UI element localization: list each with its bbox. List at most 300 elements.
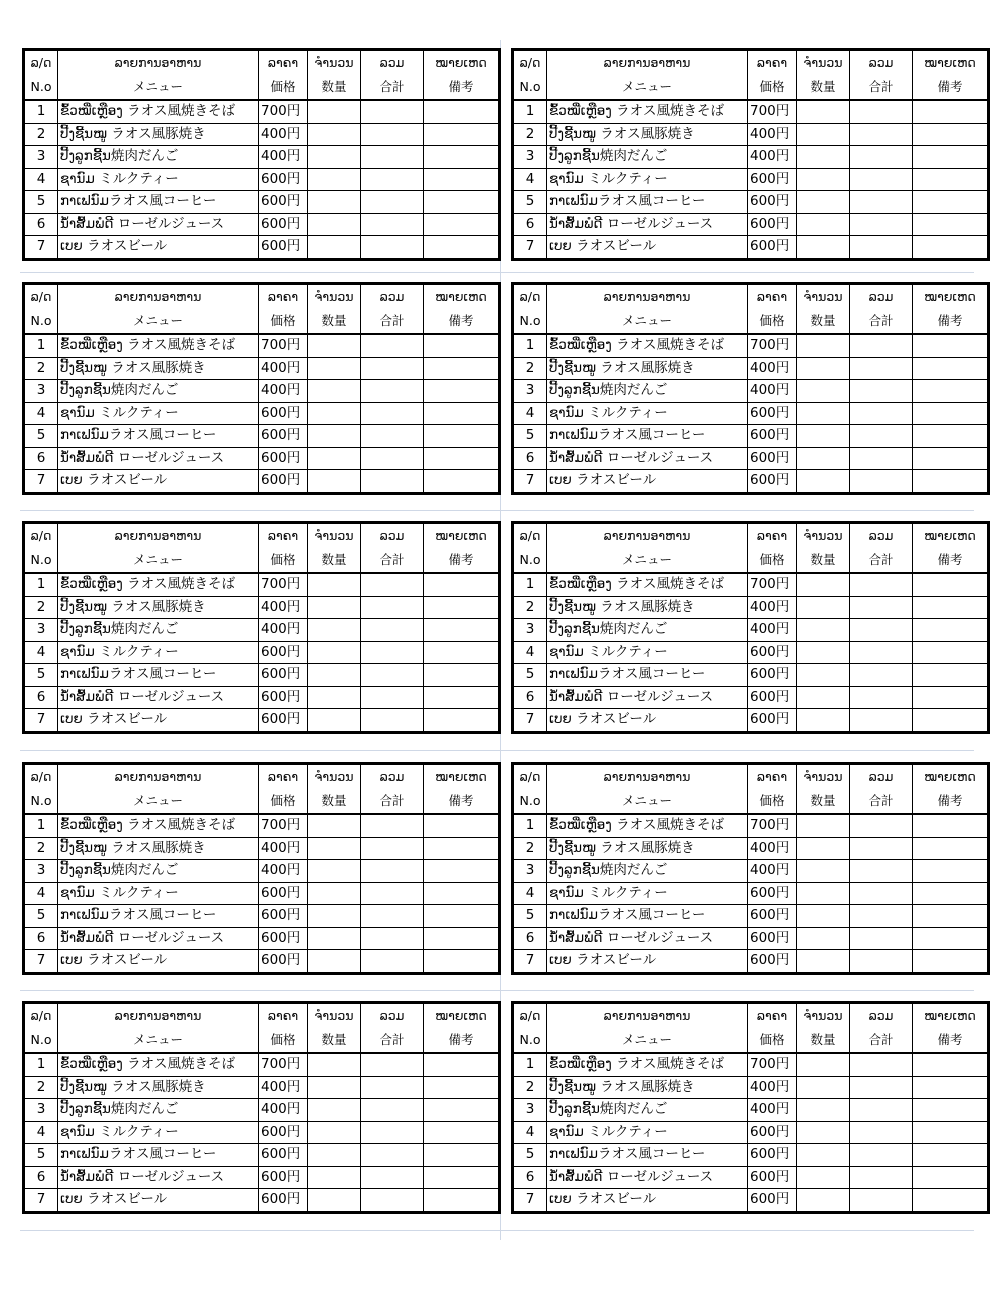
item-number: 5	[24, 664, 58, 687]
header-price-lao: ລາຄາ	[748, 764, 797, 790]
quantity-cell[interactable]	[308, 1099, 361, 1122]
note-cell[interactable]	[424, 168, 500, 191]
header-price-lao: ລາຄາ	[259, 523, 308, 549]
total-cell[interactable]	[361, 950, 424, 974]
total-cell[interactable]	[361, 619, 424, 642]
total-cell[interactable]	[361, 641, 424, 664]
note-cell[interactable]	[424, 380, 500, 403]
header-row-lao	[513, 50, 989, 76]
quantity-cell[interactable]	[308, 1076, 361, 1099]
item-number: 3	[24, 146, 58, 169]
note-cell[interactable]	[424, 1053, 500, 1076]
note-cell[interactable]	[913, 357, 989, 380]
quantity-cell[interactable]	[797, 664, 850, 687]
item-name: ກາເຟນົມラオス風コーヒー	[547, 191, 748, 214]
note-cell[interactable]	[913, 146, 989, 169]
header-total-lao: ລວມ	[850, 1003, 913, 1029]
quantity-cell[interactable]	[797, 1166, 850, 1189]
quantity-cell[interactable]	[797, 380, 850, 403]
item-price: 700円	[748, 814, 797, 837]
total-cell[interactable]	[361, 213, 424, 236]
header-qty-lao: ຈຳນວນ	[797, 764, 850, 790]
total-cell[interactable]	[850, 1189, 913, 1213]
quantity-cell[interactable]	[797, 123, 850, 146]
total-cell[interactable]	[361, 814, 424, 837]
note-cell[interactable]	[913, 100, 989, 123]
total-cell[interactable]	[850, 402, 913, 425]
item-number: 1	[513, 334, 547, 357]
header-menu-jp: メニュー	[547, 309, 748, 334]
menu-item-row	[513, 709, 989, 733]
item-name: ຂົ້ວໝີ່ເຫຼືອງ ラオス風焼きそば	[58, 100, 259, 123]
total-cell[interactable]	[361, 402, 424, 425]
note-cell[interactable]	[913, 191, 989, 214]
item-number: 2	[513, 596, 547, 619]
total-cell[interactable]	[850, 837, 913, 860]
quantity-cell[interactable]	[797, 619, 850, 642]
quantity-cell[interactable]	[308, 334, 361, 357]
quantity-cell[interactable]	[797, 402, 850, 425]
total-cell[interactable]	[361, 1121, 424, 1144]
item-name: ນ້ຳສົ້ມພໍດີ ローゼルジュース	[58, 1166, 259, 1189]
total-cell[interactable]	[850, 573, 913, 596]
note-cell[interactable]	[913, 425, 989, 448]
header-note-jp: 備考	[913, 75, 989, 100]
total-cell[interactable]	[850, 213, 913, 236]
quantity-cell[interactable]	[308, 641, 361, 664]
total-cell[interactable]	[850, 709, 913, 733]
total-cell[interactable]	[850, 905, 913, 928]
total-cell[interactable]	[361, 1189, 424, 1213]
total-cell[interactable]	[361, 236, 424, 260]
item-number: 1	[513, 573, 547, 596]
note-cell[interactable]	[913, 1166, 989, 1189]
total-cell[interactable]	[361, 168, 424, 191]
total-cell[interactable]	[850, 191, 913, 214]
header-total-jp: 合計	[850, 789, 913, 814]
quantity-cell[interactable]	[308, 686, 361, 709]
note-cell[interactable]	[913, 882, 989, 905]
menu-item-row	[513, 573, 989, 596]
quantity-cell[interactable]	[308, 619, 361, 642]
header-note-lao: ໝາຍເຫດ	[913, 1003, 989, 1029]
quantity-cell[interactable]	[797, 146, 850, 169]
quantity-cell[interactable]	[797, 596, 850, 619]
quantity-cell[interactable]	[797, 191, 850, 214]
header-menu-jp: メニュー	[58, 1028, 259, 1053]
total-cell[interactable]	[361, 709, 424, 733]
note-cell[interactable]	[424, 905, 500, 928]
quantity-cell[interactable]	[797, 425, 850, 448]
note-cell[interactable]	[424, 619, 500, 642]
total-cell[interactable]	[361, 1166, 424, 1189]
total-cell[interactable]	[361, 573, 424, 596]
header-total-jp: 合計	[850, 309, 913, 334]
note-cell[interactable]	[424, 470, 500, 494]
item-name: ນ້ຳສົ້ມພໍດີ ローゼルジュース	[58, 927, 259, 950]
quantity-cell[interactable]	[308, 664, 361, 687]
note-cell[interactable]	[424, 146, 500, 169]
header-note-lao: ໝາຍເຫດ	[913, 50, 989, 76]
item-price: 600円	[259, 402, 308, 425]
quantity-cell[interactable]	[308, 123, 361, 146]
note-cell[interactable]	[913, 1121, 989, 1144]
item-price: 600円	[748, 402, 797, 425]
note-cell[interactable]	[913, 402, 989, 425]
note-cell[interactable]	[424, 927, 500, 950]
quantity-cell[interactable]	[308, 814, 361, 837]
quantity-cell[interactable]	[797, 1076, 850, 1099]
quantity-cell[interactable]	[308, 380, 361, 403]
total-cell[interactable]	[361, 1144, 424, 1167]
item-number: 1	[24, 1053, 58, 1076]
quantity-cell[interactable]	[797, 709, 850, 733]
quantity-cell[interactable]	[308, 402, 361, 425]
menu-item-row	[513, 447, 989, 470]
item-price: 600円	[748, 447, 797, 470]
note-cell[interactable]	[424, 213, 500, 236]
menu-item-row	[513, 402, 989, 425]
total-cell[interactable]	[850, 1121, 913, 1144]
menu-item-row	[513, 357, 989, 380]
total-cell[interactable]	[361, 1053, 424, 1076]
total-cell[interactable]	[850, 1144, 913, 1167]
total-cell[interactable]	[361, 380, 424, 403]
header-no-lao: ລ/ດ	[513, 523, 547, 549]
menu-item-row	[513, 860, 989, 883]
header-qty-jp: 数量	[797, 1028, 850, 1053]
note-cell[interactable]	[913, 1099, 989, 1122]
quantity-cell[interactable]	[797, 236, 850, 260]
item-number: 7	[513, 236, 547, 260]
item-number: 1	[24, 334, 58, 357]
note-cell[interactable]	[424, 814, 500, 837]
total-cell[interactable]	[850, 123, 913, 146]
quantity-cell[interactable]	[797, 882, 850, 905]
total-cell[interactable]	[850, 814, 913, 837]
total-cell[interactable]	[361, 334, 424, 357]
quantity-cell[interactable]	[797, 1053, 850, 1076]
item-name: ກາເຟນົມラオス風コーヒー	[547, 905, 748, 928]
menu-item-row	[24, 402, 500, 425]
quantity-cell[interactable]	[797, 905, 850, 928]
quantity-cell[interactable]	[308, 470, 361, 494]
total-cell[interactable]	[361, 905, 424, 928]
header-menu-lao: ລາຍການອາຫານ	[58, 1003, 259, 1029]
quantity-cell[interactable]	[797, 1189, 850, 1213]
header-menu-jp: メニュー	[547, 1028, 748, 1053]
note-cell[interactable]	[424, 1076, 500, 1099]
quantity-cell[interactable]	[308, 100, 361, 123]
note-cell[interactable]	[913, 573, 989, 596]
note-cell[interactable]	[424, 1121, 500, 1144]
note-cell[interactable]	[424, 334, 500, 357]
quantity-cell[interactable]	[308, 1189, 361, 1213]
quantity-cell[interactable]	[308, 573, 361, 596]
item-name: ປີ້ງຊີ້ນໝູ ラオス風豚焼き	[547, 1076, 748, 1099]
menu-item-row	[24, 1166, 500, 1189]
item-number: 6	[24, 686, 58, 709]
quantity-cell[interactable]	[308, 905, 361, 928]
quantity-cell[interactable]	[797, 334, 850, 357]
total-cell[interactable]	[850, 425, 913, 448]
total-cell[interactable]	[850, 1099, 913, 1122]
note-cell[interactable]	[424, 1144, 500, 1167]
total-cell[interactable]	[361, 1099, 424, 1122]
order-slip-4	[511, 282, 990, 495]
total-cell[interactable]	[361, 860, 424, 883]
total-cell[interactable]	[850, 168, 913, 191]
quantity-cell[interactable]	[308, 837, 361, 860]
note-cell[interactable]	[913, 950, 989, 974]
note-cell[interactable]	[913, 664, 989, 687]
note-cell[interactable]	[424, 1099, 500, 1122]
item-price: 700円	[748, 1053, 797, 1076]
note-cell[interactable]	[913, 123, 989, 146]
note-cell[interactable]	[424, 191, 500, 214]
note-cell[interactable]	[424, 709, 500, 733]
quantity-cell[interactable]	[797, 1121, 850, 1144]
total-cell[interactable]	[361, 357, 424, 380]
quantity-cell[interactable]	[308, 882, 361, 905]
item-price: 600円	[259, 447, 308, 470]
quantity-cell[interactable]	[797, 814, 850, 837]
quantity-cell[interactable]	[308, 168, 361, 191]
quantity-cell[interactable]	[797, 447, 850, 470]
header-menu-jp: メニュー	[58, 548, 259, 573]
quantity-cell[interactable]	[797, 573, 850, 596]
menu-item-row	[24, 686, 500, 709]
item-number: 4	[513, 168, 547, 191]
quantity-cell[interactable]	[308, 447, 361, 470]
total-cell[interactable]	[850, 1053, 913, 1076]
quantity-cell[interactable]	[797, 357, 850, 380]
item-price: 700円	[748, 334, 797, 357]
note-cell[interactable]	[424, 1189, 500, 1213]
quantity-cell[interactable]	[797, 168, 850, 191]
note-cell[interactable]	[424, 236, 500, 260]
item-name: ຂົ້ວໝີ່ເຫຼືອງ ラオス風焼きそば	[58, 334, 259, 357]
total-cell[interactable]	[850, 334, 913, 357]
total-cell[interactable]	[361, 664, 424, 687]
note-cell[interactable]	[913, 905, 989, 928]
note-cell[interactable]	[913, 1076, 989, 1099]
quantity-cell[interactable]	[308, 950, 361, 974]
note-cell[interactable]	[424, 100, 500, 123]
note-cell[interactable]	[424, 860, 500, 883]
item-price: 600円	[259, 686, 308, 709]
quantity-cell[interactable]	[308, 1053, 361, 1076]
note-cell[interactable]	[424, 573, 500, 596]
quantity-cell[interactable]	[797, 1099, 850, 1122]
header-row-jp	[513, 1028, 989, 1053]
header-menu-lao: ລາຍການອາຫານ	[58, 50, 259, 76]
menu-item-row	[513, 1076, 989, 1099]
quantity-cell[interactable]	[308, 1166, 361, 1189]
item-number: 1	[513, 814, 547, 837]
note-cell[interactable]	[913, 619, 989, 642]
header-menu-lao: ລາຍການອາຫານ	[547, 523, 748, 549]
note-cell[interactable]	[913, 380, 989, 403]
quantity-cell[interactable]	[797, 100, 850, 123]
total-cell[interactable]	[361, 882, 424, 905]
note-cell[interactable]	[424, 686, 500, 709]
quantity-cell[interactable]	[308, 213, 361, 236]
header-note-jp: 備考	[424, 309, 500, 334]
note-cell[interactable]	[913, 470, 989, 494]
note-cell[interactable]	[913, 1189, 989, 1213]
note-cell[interactable]	[424, 425, 500, 448]
note-cell[interactable]	[424, 837, 500, 860]
item-price: 400円	[748, 860, 797, 883]
quantity-cell[interactable]	[308, 596, 361, 619]
total-cell[interactable]	[850, 380, 913, 403]
note-cell[interactable]	[424, 402, 500, 425]
total-cell[interactable]	[361, 470, 424, 494]
total-cell[interactable]	[850, 950, 913, 974]
total-cell[interactable]	[850, 882, 913, 905]
note-cell[interactable]	[913, 814, 989, 837]
item-name: ຊານົມ ミルクティー	[547, 1121, 748, 1144]
item-name: ກາເຟນົມラオス風コーヒー	[547, 425, 748, 448]
total-cell[interactable]	[850, 664, 913, 687]
total-cell[interactable]	[850, 470, 913, 494]
note-cell[interactable]	[424, 664, 500, 687]
total-cell[interactable]	[850, 357, 913, 380]
total-cell[interactable]	[850, 146, 913, 169]
header-total-lao: ລວມ	[361, 50, 424, 76]
item-number: 6	[513, 447, 547, 470]
note-cell[interactable]	[913, 447, 989, 470]
total-cell[interactable]	[361, 596, 424, 619]
item-number: 4	[24, 402, 58, 425]
header-price-lao: ລາຄາ	[748, 284, 797, 310]
item-number: 2	[513, 123, 547, 146]
item-price: 700円	[748, 573, 797, 596]
quantity-cell[interactable]	[797, 213, 850, 236]
note-cell[interactable]	[424, 123, 500, 146]
quantity-cell[interactable]	[797, 641, 850, 664]
quantity-cell[interactable]	[308, 425, 361, 448]
menu-item-row	[24, 573, 500, 596]
note-cell[interactable]	[913, 927, 989, 950]
quantity-cell[interactable]	[308, 860, 361, 883]
item-name: ປີ້ງລູກຊີ້ນ焼肉だんご	[58, 146, 259, 169]
note-cell[interactable]	[424, 1166, 500, 1189]
quantity-cell[interactable]	[308, 146, 361, 169]
note-cell[interactable]	[913, 236, 989, 260]
menu-item-row	[24, 357, 500, 380]
total-cell[interactable]	[361, 686, 424, 709]
quantity-cell[interactable]	[797, 470, 850, 494]
quantity-cell[interactable]	[797, 686, 850, 709]
total-cell[interactable]	[850, 1166, 913, 1189]
total-cell[interactable]	[850, 686, 913, 709]
total-cell[interactable]	[361, 447, 424, 470]
total-cell[interactable]	[361, 100, 424, 123]
menu-item-row	[513, 950, 989, 974]
total-cell[interactable]	[850, 447, 913, 470]
total-cell[interactable]	[361, 425, 424, 448]
quantity-cell[interactable]	[308, 1121, 361, 1144]
total-cell[interactable]	[361, 1076, 424, 1099]
total-cell[interactable]	[850, 619, 913, 642]
note-cell[interactable]	[913, 641, 989, 664]
quantity-cell[interactable]	[308, 236, 361, 260]
quantity-cell[interactable]	[308, 709, 361, 733]
note-cell[interactable]	[913, 860, 989, 883]
item-number: 6	[513, 213, 547, 236]
quantity-cell[interactable]	[797, 950, 850, 974]
item-number: 6	[513, 1166, 547, 1189]
order-slip-3	[22, 282, 501, 495]
note-cell[interactable]	[913, 213, 989, 236]
total-cell[interactable]	[361, 837, 424, 860]
total-cell[interactable]	[361, 927, 424, 950]
note-cell[interactable]	[424, 357, 500, 380]
item-number: 4	[24, 1121, 58, 1144]
item-price: 600円	[259, 1166, 308, 1189]
note-cell[interactable]	[913, 709, 989, 733]
item-price: 600円	[259, 1189, 308, 1213]
note-cell[interactable]	[424, 596, 500, 619]
item-number: 2	[24, 596, 58, 619]
quantity-cell[interactable]	[797, 1144, 850, 1167]
quantity-cell[interactable]	[308, 927, 361, 950]
header-menu-jp: メニュー	[58, 789, 259, 814]
item-price: 600円	[259, 470, 308, 494]
note-cell[interactable]	[913, 1144, 989, 1167]
item-price: 600円	[259, 709, 308, 733]
total-cell[interactable]	[850, 860, 913, 883]
note-cell[interactable]	[424, 882, 500, 905]
note-cell[interactable]	[913, 686, 989, 709]
note-cell[interactable]	[913, 334, 989, 357]
note-cell[interactable]	[913, 1053, 989, 1076]
note-cell[interactable]	[913, 837, 989, 860]
total-cell[interactable]	[850, 927, 913, 950]
total-cell[interactable]	[361, 191, 424, 214]
note-cell[interactable]	[424, 950, 500, 974]
total-cell[interactable]	[850, 641, 913, 664]
item-name: ປີ້ງລູກຊີ້ນ焼肉だんご	[547, 1099, 748, 1122]
note-cell[interactable]	[913, 168, 989, 191]
item-price: 600円	[748, 1189, 797, 1213]
total-cell[interactable]	[850, 596, 913, 619]
quantity-cell[interactable]	[797, 837, 850, 860]
item-price: 600円	[259, 1121, 308, 1144]
quantity-cell[interactable]	[308, 357, 361, 380]
quantity-cell[interactable]	[797, 860, 850, 883]
header-no-en: N.o	[513, 75, 547, 100]
note-cell[interactable]	[913, 596, 989, 619]
note-cell[interactable]	[424, 641, 500, 664]
quantity-cell[interactable]	[797, 927, 850, 950]
total-cell[interactable]	[361, 146, 424, 169]
menu-item-row	[24, 860, 500, 883]
total-cell[interactable]	[850, 1076, 913, 1099]
total-cell[interactable]	[361, 123, 424, 146]
quantity-cell[interactable]	[308, 191, 361, 214]
quantity-cell[interactable]	[308, 1144, 361, 1167]
note-cell[interactable]	[424, 447, 500, 470]
header-qty-lao: ຈຳນວນ	[797, 523, 850, 549]
total-cell[interactable]	[850, 100, 913, 123]
header-note-jp: 備考	[424, 75, 500, 100]
header-qty-jp: 数量	[308, 789, 361, 814]
total-cell[interactable]	[850, 236, 913, 260]
header-row-jp	[24, 548, 500, 573]
